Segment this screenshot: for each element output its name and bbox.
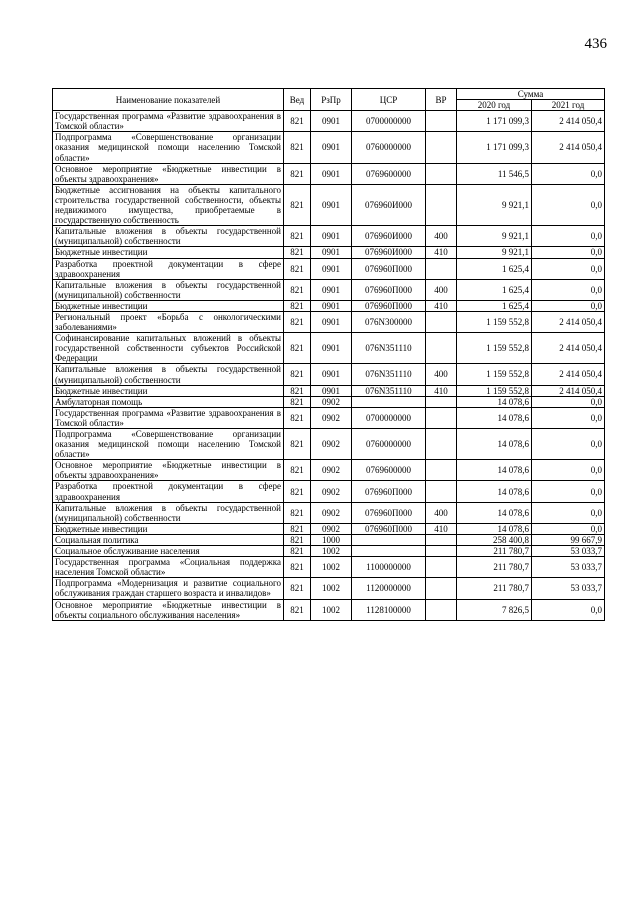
table-row <box>53 534 605 545</box>
row-sum-2020: 1 159 552,8 <box>457 333 532 364</box>
row-vr <box>426 258 457 279</box>
row-rzpr: 0902 <box>311 407 352 428</box>
row-sum-2021: 0,0 <box>532 247 605 258</box>
row-sum-2020: 1 159 552,8 <box>457 385 532 396</box>
row-sum-2020: 9 921,1 <box>457 184 532 225</box>
row-ved: 821 <box>284 546 311 557</box>
row-vr <box>426 396 457 407</box>
table-row <box>53 429 605 460</box>
budget-table <box>52 88 605 621</box>
row-csr: 076N351110 <box>352 364 426 385</box>
row-rzpr: 0902 <box>311 429 352 460</box>
table-body <box>53 111 605 621</box>
row-ved: 821 <box>284 534 311 545</box>
row-rzpr: 0902 <box>311 481 352 502</box>
row-rzpr: 0901 <box>311 111 352 132</box>
row-csr: 076960И000 <box>352 247 426 258</box>
row-sum-2021: 0,0 <box>532 279 605 300</box>
row-rzpr: 0902 <box>311 502 352 523</box>
table-row <box>53 364 605 385</box>
row-sum-2021: 2 414 050,4 <box>532 311 605 332</box>
row-vr <box>426 184 457 225</box>
table-row <box>53 111 605 132</box>
row-ved: 821 <box>284 300 311 311</box>
row-sum-2021: 0,0 <box>532 163 605 184</box>
row-sum-2020: 1 625,4 <box>457 258 532 279</box>
row-csr: 076960П000 <box>352 300 426 311</box>
row-csr: 0700000000 <box>352 111 426 132</box>
table-row <box>53 226 605 247</box>
row-csr: 1128100000 <box>352 599 426 620</box>
row-sum-2021: 99 667,9 <box>532 534 605 545</box>
row-sum-2020: 14 078,6 <box>457 481 532 502</box>
header-ved: Вед <box>284 89 311 111</box>
row-sum-2021: 2 414 050,4 <box>532 333 605 364</box>
row-vr <box>426 534 457 545</box>
row-vr <box>426 578 457 599</box>
row-vr <box>426 546 457 557</box>
row-ved: 821 <box>284 523 311 534</box>
row-csr: 0769600000 <box>352 163 426 184</box>
row-name: Бюджетные ассигнования на объекты капитального строительства государственной собственности, объекты недвижимого имущества, приобретаемые в государственную собственность <box>53 184 284 225</box>
row-name: Основное мероприятие «Бюджетные инвестиции в объекты социального обслуживания населения» <box>53 599 284 620</box>
table-row <box>53 523 605 534</box>
row-sum-2020: 211 780,7 <box>457 557 532 578</box>
table-row <box>53 333 605 364</box>
row-rzpr: 0901 <box>311 163 352 184</box>
row-vr: 410 <box>426 300 457 311</box>
row-rzpr: 0901 <box>311 184 352 225</box>
row-vr: 400 <box>426 279 457 300</box>
header-2021: 2021 год <box>532 100 605 111</box>
row-sum-2021: 0,0 <box>532 184 605 225</box>
row-rzpr: 0901 <box>311 247 352 258</box>
row-name: Разработка проектной документации в сфере здравоохранения <box>53 481 284 502</box>
row-ved: 821 <box>284 502 311 523</box>
row-ved: 821 <box>284 481 311 502</box>
row-name: Разработка проектной документации в сфере здравоохранения <box>53 258 284 279</box>
row-name: Подпрограмма «Совершенствование организации оказания медицинской помощи населению Томской области» <box>53 132 284 163</box>
row-vr: 400 <box>426 226 457 247</box>
row-sum-2021: 0,0 <box>532 481 605 502</box>
row-sum-2020: 1 159 552,8 <box>457 364 532 385</box>
table-row <box>53 163 605 184</box>
row-ved: 821 <box>284 333 311 364</box>
row-vr: 400 <box>426 364 457 385</box>
row-csr: 0760000000 <box>352 429 426 460</box>
row-name: Государственная программа «Развитие здравоохранения в Томской области» <box>53 407 284 428</box>
row-sum-2020: 1 625,4 <box>457 300 532 311</box>
row-sum-2020: 14 078,6 <box>457 396 532 407</box>
row-rzpr: 0901 <box>311 385 352 396</box>
row-name: Основное мероприятие «Бюджетные инвестиции в объекты здравоохранения» <box>53 460 284 481</box>
header-2020: 2020 год <box>457 100 532 111</box>
row-ved: 821 <box>284 226 311 247</box>
table-row <box>53 557 605 578</box>
row-csr: 0760000000 <box>352 132 426 163</box>
table-row <box>53 396 605 407</box>
row-rzpr: 0901 <box>311 226 352 247</box>
row-sum-2021: 2 414 050,4 <box>532 132 605 163</box>
header-csr: ЦСР <box>352 89 426 111</box>
row-ved: 821 <box>284 311 311 332</box>
row-ved: 821 <box>284 407 311 428</box>
row-rzpr: 0901 <box>311 300 352 311</box>
row-sum-2020: 11 546,5 <box>457 163 532 184</box>
row-sum-2020: 14 078,6 <box>457 502 532 523</box>
header-name: Наименование показателей <box>53 89 284 111</box>
row-name: Софинансирование капитальных вложений в объекты государственной собственности субъектов Российской Федерации <box>53 333 284 364</box>
row-vr <box>426 429 457 460</box>
row-vr <box>426 311 457 332</box>
row-sum-2021: 0,0 <box>532 523 605 534</box>
row-ved: 821 <box>284 279 311 300</box>
row-vr: 410 <box>426 523 457 534</box>
row-vr <box>426 481 457 502</box>
row-name: Основное мероприятие «Бюджетные инвестиции в объекты здравоохранения» <box>53 163 284 184</box>
table-row <box>53 546 605 557</box>
row-csr: 076960И000 <box>352 184 426 225</box>
row-sum-2020: 211 780,7 <box>457 546 532 557</box>
row-rzpr: 0901 <box>311 333 352 364</box>
table-row <box>53 502 605 523</box>
row-sum-2020: 1 625,4 <box>457 279 532 300</box>
table-row <box>53 599 605 620</box>
row-rzpr: 0901 <box>311 132 352 163</box>
row-rzpr: 1000 <box>311 534 352 545</box>
table-row <box>53 578 605 599</box>
header-sum: Сумма <box>457 89 605 100</box>
row-rzpr: 0901 <box>311 279 352 300</box>
row-csr <box>352 546 426 557</box>
row-csr: 0769600000 <box>352 460 426 481</box>
row-vr <box>426 557 457 578</box>
row-name: Региональный проект «Борьба с онкологическими заболеваниями» <box>53 311 284 332</box>
row-vr <box>426 460 457 481</box>
table-row <box>53 300 605 311</box>
row-sum-2021: 2 414 050,4 <box>532 385 605 396</box>
row-rzpr: 1002 <box>311 557 352 578</box>
row-vr <box>426 599 457 620</box>
row-ved: 821 <box>284 111 311 132</box>
row-vr: 410 <box>426 247 457 258</box>
row-csr: 0700000000 <box>352 407 426 428</box>
row-name: Социальное обслуживание населения <box>53 546 284 557</box>
table-row <box>53 132 605 163</box>
row-ved: 821 <box>284 557 311 578</box>
row-csr <box>352 534 426 545</box>
row-sum-2021: 53 033,7 <box>532 557 605 578</box>
row-name: Бюджетные инвестиции <box>53 523 284 534</box>
row-sum-2020: 1 171 099,3 <box>457 111 532 132</box>
row-sum-2021: 0,0 <box>532 599 605 620</box>
row-sum-2021: 0,0 <box>532 258 605 279</box>
row-csr: 076960И000 <box>352 226 426 247</box>
row-rzpr: 1002 <box>311 599 352 620</box>
row-rzpr: 0902 <box>311 396 352 407</box>
row-sum-2021: 0,0 <box>532 396 605 407</box>
row-name: Социальная политика <box>53 534 284 545</box>
row-ved: 821 <box>284 364 311 385</box>
row-vr: 410 <box>426 385 457 396</box>
row-sum-2021: 0,0 <box>532 502 605 523</box>
row-ved: 821 <box>284 599 311 620</box>
row-csr: 1100000000 <box>352 557 426 578</box>
table-row <box>53 184 605 225</box>
row-csr: 076960П000 <box>352 258 426 279</box>
row-ved: 821 <box>284 247 311 258</box>
row-sum-2020: 14 078,6 <box>457 429 532 460</box>
table-row <box>53 279 605 300</box>
table-row <box>53 460 605 481</box>
row-sum-2021: 0,0 <box>532 460 605 481</box>
row-rzpr: 0902 <box>311 460 352 481</box>
row-rzpr: 0901 <box>311 364 352 385</box>
row-vr <box>426 132 457 163</box>
row-ved: 821 <box>284 578 311 599</box>
row-name: Капитальные вложения в объекты государственной (муниципальной) собственности <box>53 226 284 247</box>
row-csr: 076N351110 <box>352 385 426 396</box>
row-sum-2020: 211 780,7 <box>457 578 532 599</box>
row-csr: 076960П000 <box>352 502 426 523</box>
row-name: Государственная программа «Социальная поддержка населения Томской области» <box>53 557 284 578</box>
row-name: Бюджетные инвестиции <box>53 300 284 311</box>
header-rzpr: РзПр <box>311 89 352 111</box>
row-rzpr: 0902 <box>311 523 352 534</box>
row-csr: 076N351110 <box>352 333 426 364</box>
row-csr: 1120000000 <box>352 578 426 599</box>
table-header <box>53 89 605 111</box>
row-ved: 821 <box>284 163 311 184</box>
row-sum-2020: 1 171 099,3 <box>457 132 532 163</box>
row-ved: 821 <box>284 132 311 163</box>
table-row <box>53 311 605 332</box>
row-name: Амбулаторная помощь <box>53 396 284 407</box>
table-row <box>53 247 605 258</box>
row-rzpr: 1002 <box>311 578 352 599</box>
row-ved: 821 <box>284 258 311 279</box>
row-sum-2021: 0,0 <box>532 226 605 247</box>
row-name: Государственная программа «Развитие здравоохранения в Томской области» <box>53 111 284 132</box>
row-sum-2021: 53 033,7 <box>532 546 605 557</box>
row-rzpr: 1002 <box>311 546 352 557</box>
row-ved: 821 <box>284 396 311 407</box>
row-csr <box>352 396 426 407</box>
row-name: Капитальные вложения в объекты государственной (муниципальной) собственности <box>53 279 284 300</box>
row-sum-2020: 258 400,8 <box>457 534 532 545</box>
row-sum-2020: 9 921,1 <box>457 226 532 247</box>
row-sum-2020: 14 078,6 <box>457 460 532 481</box>
row-sum-2020: 9 921,1 <box>457 247 532 258</box>
row-sum-2020: 1 159 552,8 <box>457 311 532 332</box>
row-sum-2021: 0,0 <box>532 407 605 428</box>
row-vr: 400 <box>426 502 457 523</box>
row-name: Бюджетные инвестиции <box>53 385 284 396</box>
row-name: Подпрограмма «Совершенствование организации оказания медицинской помощи населению Томской области» <box>53 429 284 460</box>
row-name: Подпрограмма «Модернизация и развитие социального обслуживания граждан старшего возраста и инвалидов» <box>53 578 284 599</box>
row-csr: 076960П000 <box>352 481 426 502</box>
table-row <box>53 481 605 502</box>
row-vr <box>426 407 457 428</box>
row-rzpr: 0901 <box>311 258 352 279</box>
row-sum-2021: 53 033,7 <box>532 578 605 599</box>
row-csr: 076N300000 <box>352 311 426 332</box>
row-vr <box>426 163 457 184</box>
row-vr <box>426 111 457 132</box>
row-name: Капитальные вложения в объекты государственной (муниципальной) собственности <box>53 502 284 523</box>
table-row <box>53 407 605 428</box>
page-number: 436 <box>584 36 607 52</box>
row-sum-2020: 7 826,5 <box>457 599 532 620</box>
row-sum-2021: 2 414 050,4 <box>532 364 605 385</box>
header-vr: ВР <box>426 89 457 111</box>
row-name: Капитальные вложения в объекты государственной (муниципальной) собственности <box>53 364 284 385</box>
row-name: Бюджетные инвестиции <box>53 247 284 258</box>
row-ved: 821 <box>284 460 311 481</box>
row-ved: 821 <box>284 385 311 396</box>
row-ved: 821 <box>284 184 311 225</box>
row-csr: 076960П000 <box>352 279 426 300</box>
row-sum-2021: 0,0 <box>532 300 605 311</box>
table-row <box>53 385 605 396</box>
row-sum-2020: 14 078,6 <box>457 407 532 428</box>
row-vr <box>426 333 457 364</box>
row-csr: 076960П000 <box>352 523 426 534</box>
row-sum-2021: 0,0 <box>532 429 605 460</box>
row-rzpr: 0901 <box>311 311 352 332</box>
row-sum-2020: 14 078,6 <box>457 523 532 534</box>
row-ved: 821 <box>284 429 311 460</box>
row-sum-2021: 2 414 050,4 <box>532 111 605 132</box>
table-row <box>53 258 605 279</box>
